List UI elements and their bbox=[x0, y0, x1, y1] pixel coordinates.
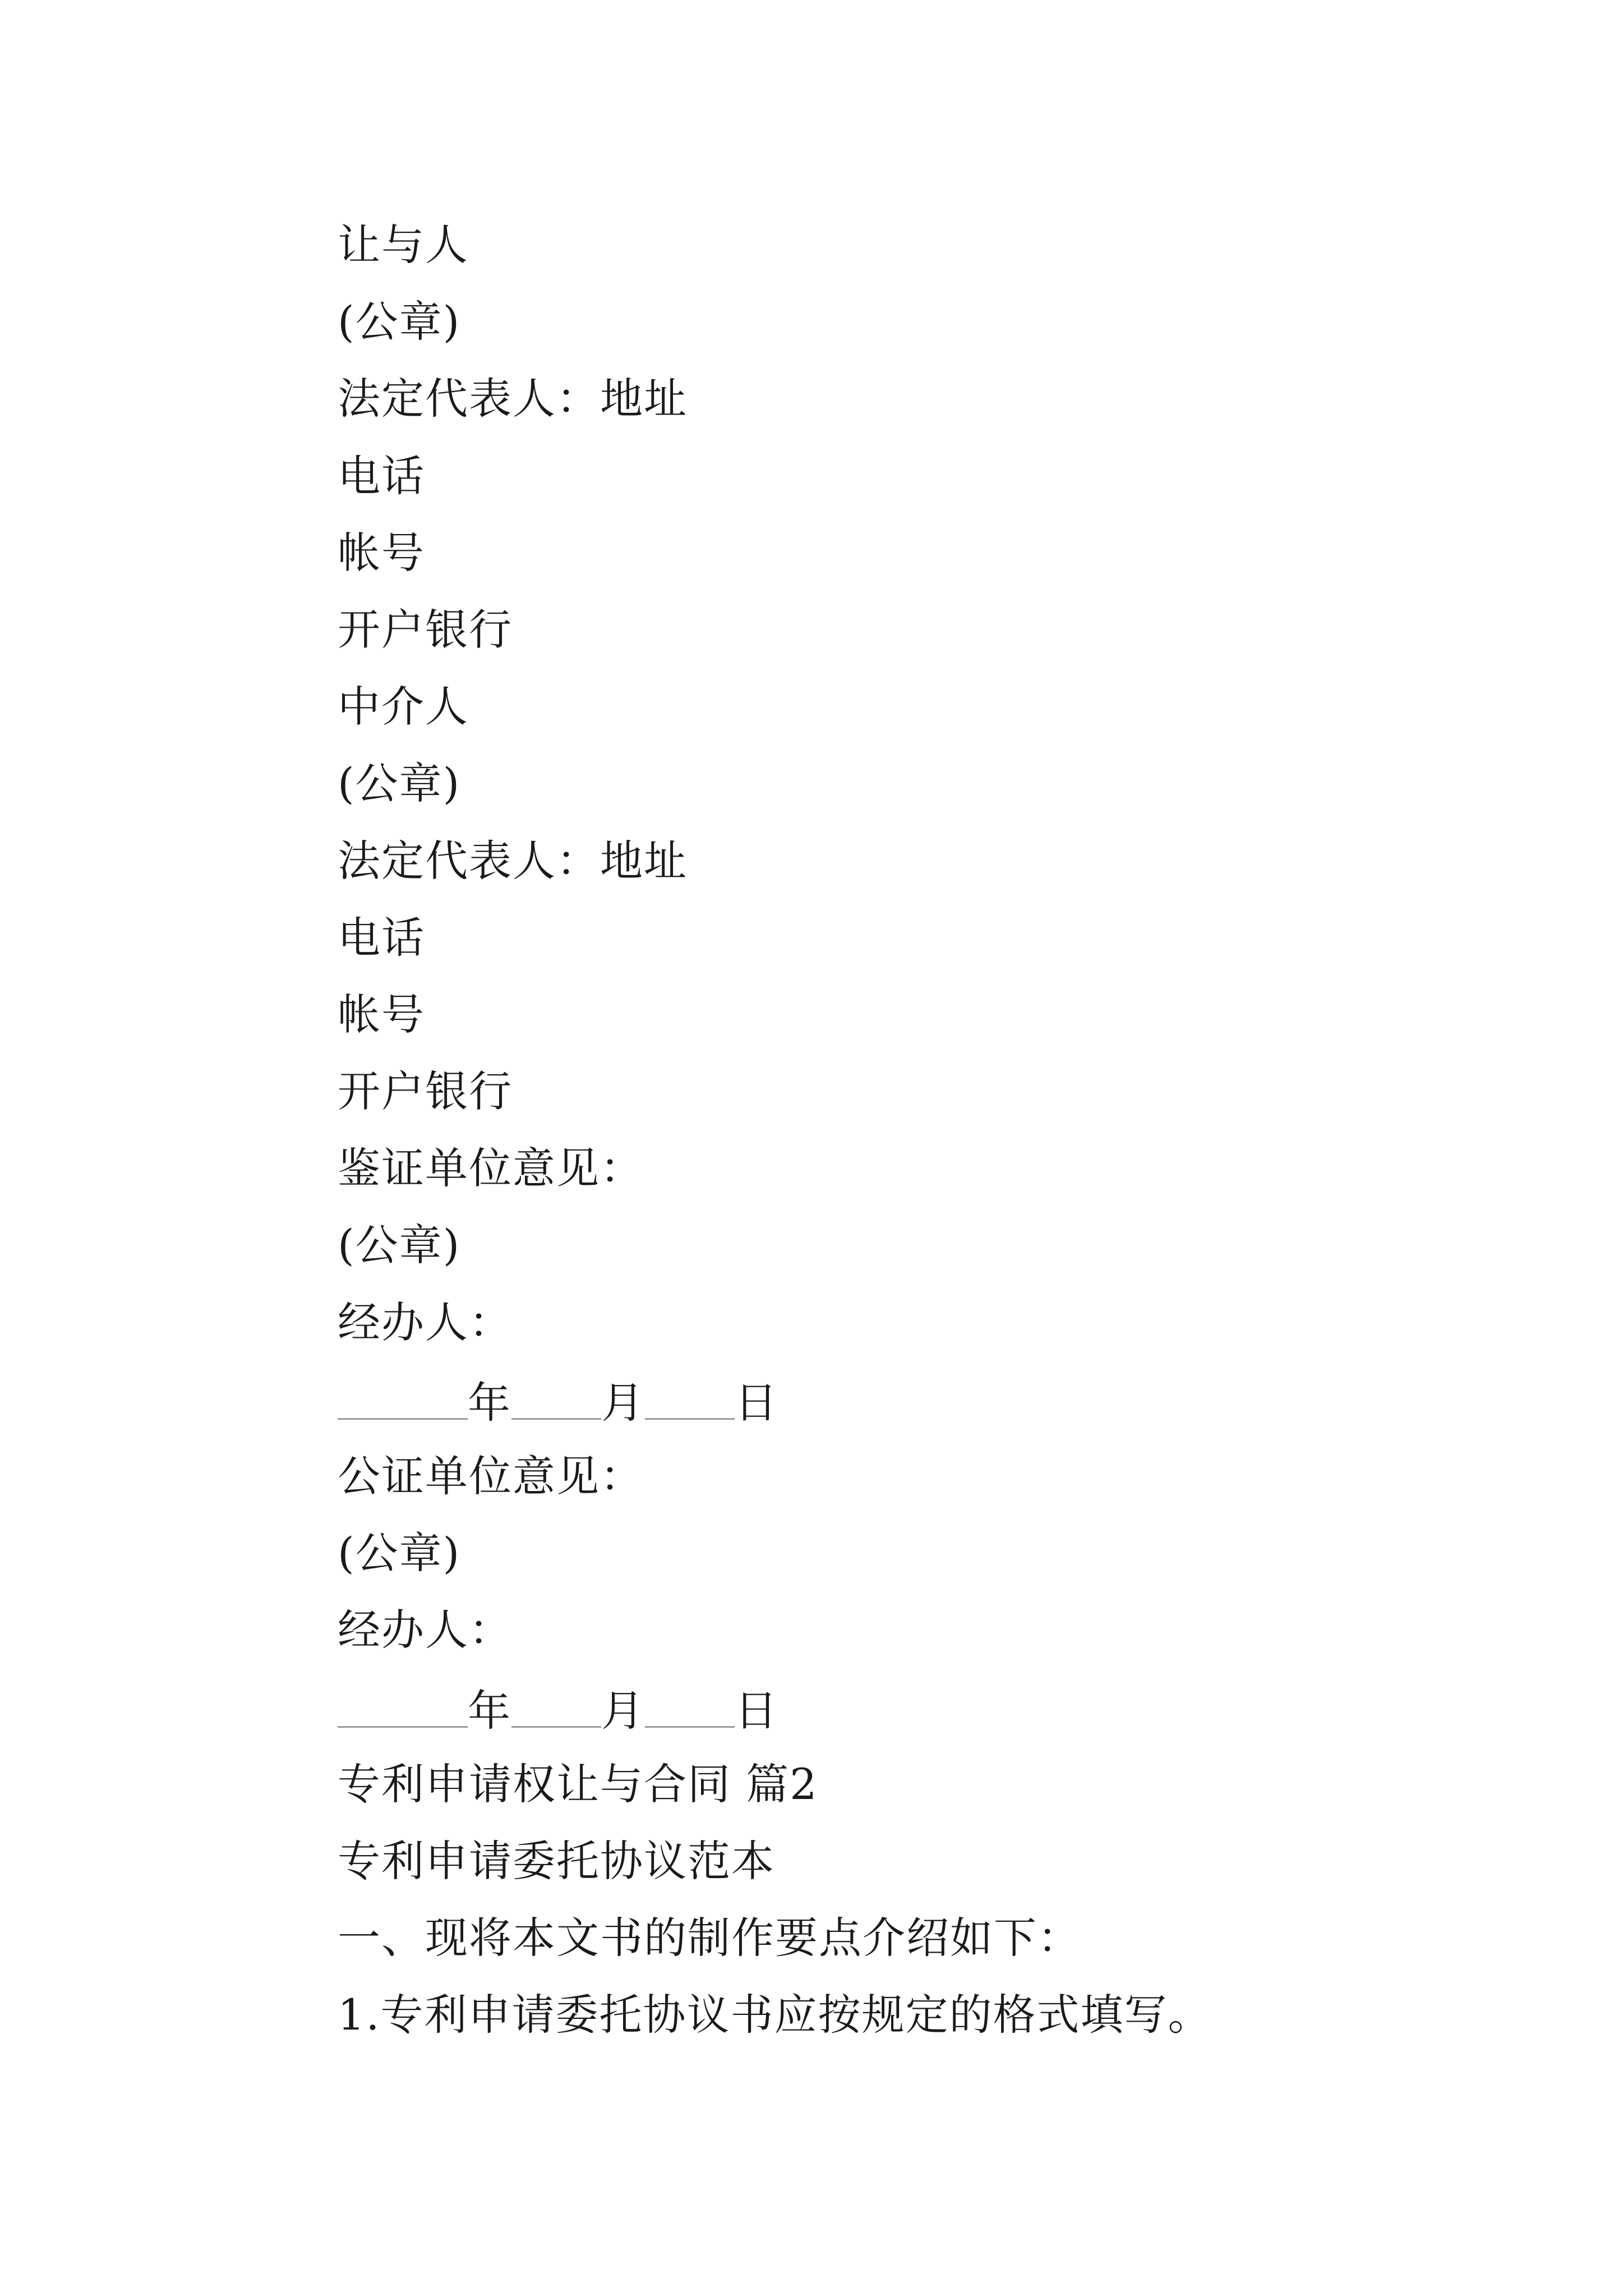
document-line: 专利申请委托协议范本 bbox=[338, 1835, 775, 1886]
year-blank bbox=[338, 1691, 468, 1728]
document-line: 一、现将本文书的制作要点介绍如下： bbox=[338, 1913, 1081, 1963]
document-line: 让与人 bbox=[338, 220, 469, 270]
document-line: (公章) bbox=[338, 758, 461, 809]
day-blank bbox=[645, 1691, 735, 1728]
document-line: (公章) bbox=[338, 1528, 461, 1579]
document-line: 帐号 bbox=[338, 989, 425, 1039]
day-blank bbox=[645, 1383, 735, 1420]
day-unit: 日 bbox=[735, 1377, 778, 1428]
document-line: 经办人： bbox=[338, 1297, 513, 1347]
month-blank bbox=[511, 1691, 601, 1728]
document-line: 电话 bbox=[338, 912, 425, 963]
year-blank bbox=[338, 1383, 468, 1420]
document-line: 1.专利申请委托协议书应按规定的格式填写。 bbox=[338, 1990, 1212, 2040]
document-line: 经办人： bbox=[338, 1605, 513, 1655]
document-line: 公证单位意见： bbox=[338, 1451, 644, 1501]
document-line: 中介人 bbox=[338, 682, 469, 732]
month-unit: 月 bbox=[601, 1377, 645, 1428]
document-line: 鉴证单位意见： bbox=[338, 1143, 644, 1194]
document-line: 开户银行 bbox=[338, 1066, 513, 1117]
month-unit: 月 bbox=[601, 1685, 645, 1736]
document-line: 开户银行 bbox=[338, 604, 513, 655]
month-blank bbox=[511, 1383, 601, 1420]
document-line: 法定代表人：地址 bbox=[338, 374, 688, 424]
document-body bbox=[338, 206, 1212, 2054]
document-line: (公章) bbox=[338, 297, 461, 347]
document-line: (公章) bbox=[338, 1220, 461, 1271]
document-line: 法定代表人：地址 bbox=[338, 835, 688, 886]
document-line: 专利申请权让与合同 篇2 bbox=[338, 1759, 818, 1809]
year-unit: 年 bbox=[468, 1377, 511, 1428]
date-line bbox=[338, 1669, 1212, 1746]
date-line bbox=[338, 1361, 1212, 1438]
day-unit: 日 bbox=[735, 1685, 778, 1736]
document-line: 电话 bbox=[338, 450, 425, 501]
year-unit: 年 bbox=[468, 1685, 511, 1736]
document-line: 帐号 bbox=[338, 527, 425, 578]
